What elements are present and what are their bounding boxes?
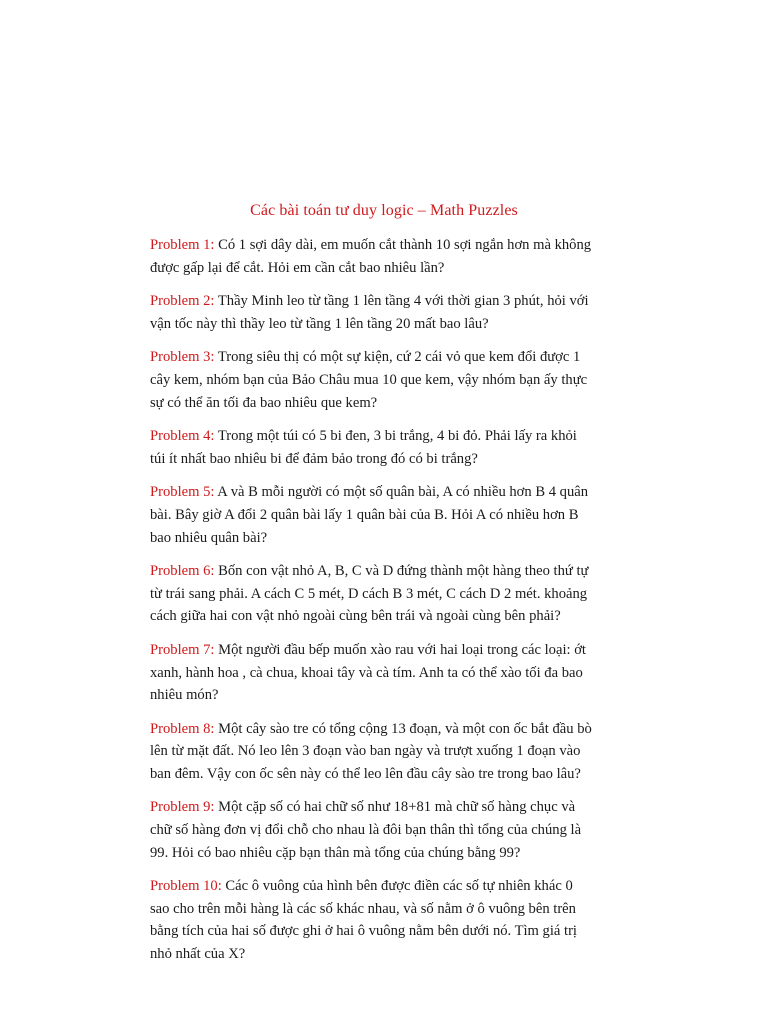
problem-4 bbox=[150, 425, 595, 470]
problem-10 bbox=[150, 875, 595, 965]
problem-8 bbox=[150, 718, 595, 786]
problem-text: Trong siêu thị có một sự kiện, cứ 2 cái vỏ que kem đổi được 1 cây kem, nhóm bạn của Bảo Châu mua 10 que kem, vậy nhóm bạn ấy thực sự có thể ăn tối đa bao nhiêu que kem? bbox=[150, 349, 588, 411]
problem-label: Problem 9: bbox=[150, 799, 215, 816]
problem-list bbox=[150, 234, 595, 966]
problem-1 bbox=[150, 234, 595, 279]
document-title: Các bài toán tư duy logic – Math Puzzles bbox=[250, 202, 518, 219]
problem-5 bbox=[150, 481, 595, 549]
problem-3 bbox=[150, 346, 595, 414]
problem-text: Thầy Minh leo từ tầng 1 lên tầng 4 với thời gian 3 phút, hỏi với vận tốc này thì thầy leo từ tầng 1 lên tầng 20 mất bao lâu? bbox=[150, 293, 589, 332]
problem-7 bbox=[150, 639, 595, 707]
problem-text: Một người đầu bếp muốn xào rau với hai loại trong các loại: ớt xanh, hành hoa , cà chua, khoai tây và cà tím. Anh ta có thể xào tối đa bao nhiêu món? bbox=[150, 641, 586, 704]
problem-label: Problem 10: bbox=[150, 878, 222, 895]
problem-text: Một cặp số có hai chữ số như 18+81 mà chữ số hàng chục và chữ số hàng đơn vị đổi chỗ cho nhau là đôi bạn thân thì tổng của chúng là 99. Hỏi có bao nhiêu cặp bạn thân mà tổng của chúng bằng 99? bbox=[150, 799, 582, 861]
problem-text: A và B mỗi người có một số quân bài, A có nhiều hơn B 4 quân bài. Bây giờ A đổi 2 quân bài lấy 1 quân bài của B. Hỏi A có nhiều hơn B bao nhiêu quân bài? bbox=[150, 484, 589, 546]
problem-text: Một cây sào tre có tổng cộng 13 đoạn, và một con ốc bắt đầu bò lên từ mặt đất. Nó leo lên 3 đoạn vào ban ngày và trượt xuống 1 đoạn vào ban đêm. Vậy con ốc sên này có thể leo lên đầu cây sào tre trong bao lâu? bbox=[150, 720, 592, 782]
problem-2 bbox=[150, 290, 595, 335]
problem-text: Trong một túi có 5 bi đen, 3 bi trắng, 4 bi đỏ. Phải lấy ra khỏi túi ít nhất bao nhiêu bi để đảm bảo trong đó có bi trắng? bbox=[150, 428, 577, 467]
problem-6 bbox=[150, 560, 595, 628]
problem-text: Bốn con vật nhỏ A, B, C và D đứng thành một hàng theo thứ tự từ trái sang phải. A cách C 5 mét, D cách B 3 mét, C cách D 2 mét. khoảng cách giữa hai con vật nhỏ ngoài cùng bên trái và ngoài cùng bên phải? bbox=[150, 563, 589, 625]
problem-label: Problem 6: bbox=[150, 563, 215, 580]
problem-label: Problem 2: bbox=[150, 293, 215, 310]
problem-text: Có 1 sợi dây dài, em muốn cắt thành 10 sợi ngắn hơn mà không được gấp lại để cắt. Hỏi em cần cắt bao nhiêu lần? bbox=[150, 237, 592, 276]
problem-label: Problem 8: bbox=[150, 720, 215, 737]
problem-label: Problem 1: bbox=[150, 237, 215, 253]
problem-label: Problem 3: bbox=[150, 349, 215, 366]
problem-label: Problem 5: bbox=[150, 484, 215, 501]
problem-label: Problem 4: bbox=[150, 428, 215, 445]
problem-text: Các ô vuông của hình bên được điền các số tự nhiên khác 0 sao cho trên mỗi hàng là các số khác nhau, và số nằm ở ô vuông bên trên bằng tích của hai số được ghi ở hai ô vuông nằm bên dưới nó. Tìm giá trị nhỏ nhất của X? bbox=[150, 878, 577, 963]
problem-9 bbox=[150, 796, 595, 864]
problem-label: Problem 7: bbox=[150, 641, 215, 658]
